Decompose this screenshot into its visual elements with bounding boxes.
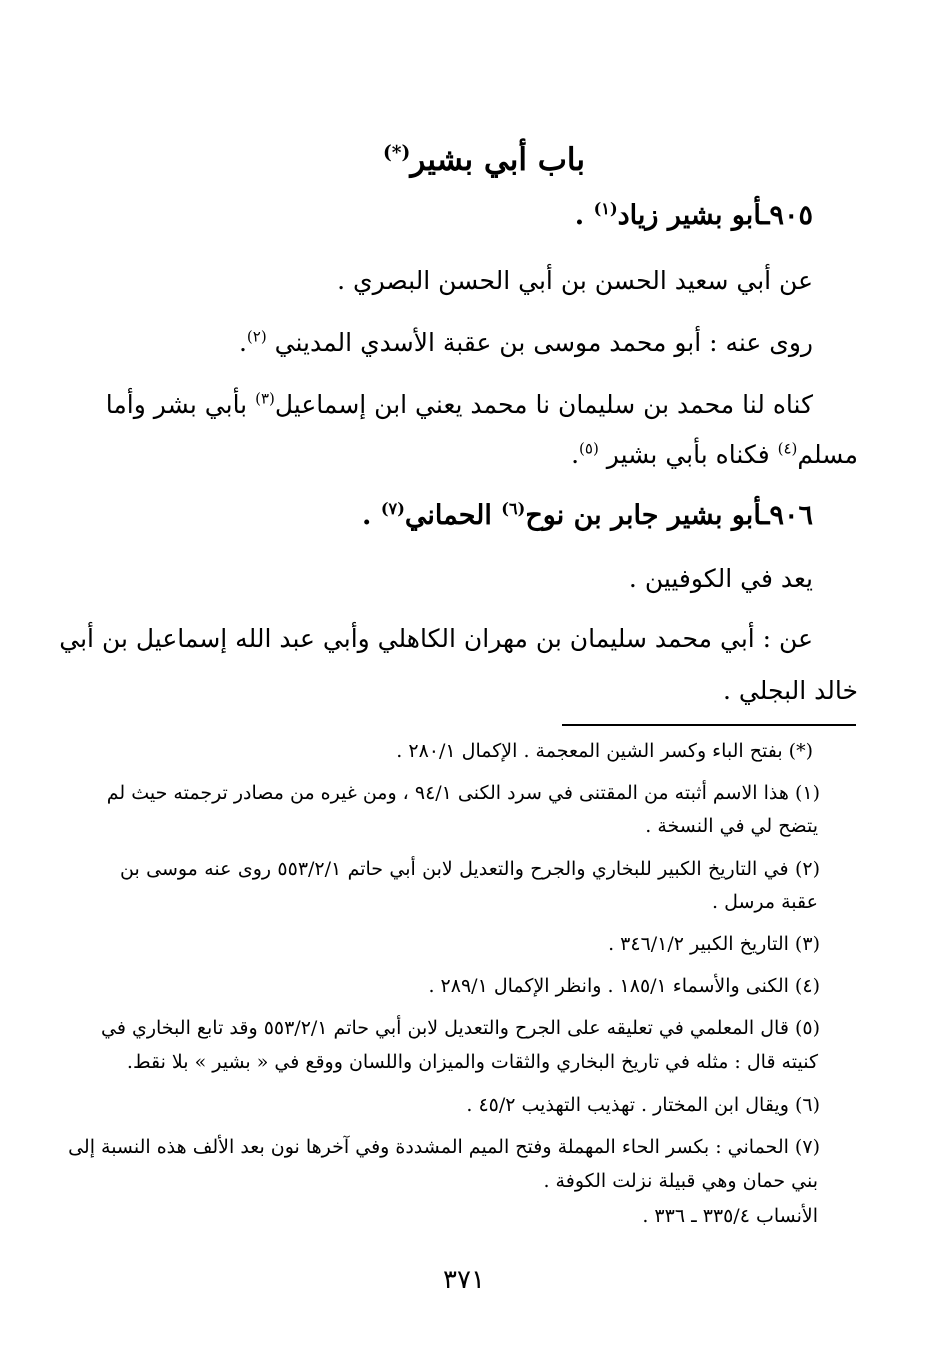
entry-905-heading — [575, 200, 813, 231]
footnote-5-line-1: (٥) قال المعلمي في تعليقه على الجرح والتعديل لابن أبي حاتم ٥٥٣/٢/١ وقد تابع البخاري في — [101, 1017, 820, 1039]
chapter-heading-text: باب أبي بشير — [410, 142, 585, 178]
entry-905-kunya-line-2 — [571, 440, 858, 469]
entry-905-narrated — [239, 328, 813, 357]
entry-905-kunya-line-1 — [105, 389, 813, 419]
footnote-1-line-1: (١) هذا الاسم أثبته من المقتنى في سرد الكنى ٩٤/١ ، ومن غيره من مصادر ترجمته حيث لم — [106, 782, 820, 804]
entry-905-kunya2-part2: فكناه بأبي بشير — [598, 440, 778, 469]
chapter-heading — [383, 142, 585, 178]
entry-906-number: ٩٠٦ـ — [761, 500, 813, 531]
entry-905-narrated-text: روى عنه : أبو محمد موسى بن عقبة الأسدي المديني — [274, 328, 813, 357]
footnote-2-line-2: عقبة مرسل . — [712, 891, 818, 913]
entry-906-tail: . — [362, 500, 381, 531]
footnote-3: (٣) التاريخ الكبير ٣٤٦/١/٢ . — [608, 933, 820, 955]
footnote-divider — [562, 724, 856, 726]
footnote-star: (*) بفتح الباء وكسر الشين المعجمة . الإكمال ٢٨٠/١ . — [396, 740, 813, 762]
entry-905-kunya2-tail: . — [571, 440, 580, 469]
entry-905-narrated-tail: . — [238, 328, 247, 357]
entry-905-note: (١) — [593, 199, 618, 218]
footnote-5-line-2: كنيته قال : مثله في تاريخ البخاري والثقات والميزان واللسان ووقع في « بشير » بلا نقط. — [126, 1051, 818, 1073]
entry-906-note-7: (٧) — [380, 499, 405, 518]
entry-905-kunya-note-3: (٣) — [255, 389, 275, 408]
footnote-7-line-3: الأنساب ٣٣٥/٤ ـ ٣٣٦ . — [642, 1205, 818, 1227]
entry-906-note-6: (٦) — [501, 499, 526, 518]
footnote-7-line-2: بني حمان وهي قبيلة نزلت الكوفة . — [543, 1170, 818, 1192]
entry-905-kunya-part2: بأبي بشر وأما — [105, 390, 256, 419]
entry-905-kunya-note-4: (٤) — [777, 439, 798, 458]
footnote-7-line-1: (٧) الحماني : بكسر الحاء المهملة وفتح الميم المشددة وفي آخرها نون بعد الألف هذه النسبة إلى — [68, 1136, 820, 1158]
footnote-4: (٤) الكنى والأسماء ١٨٥/١ . وانظر الإكمال ٢٨٩/١ . — [428, 975, 820, 997]
entry-906-name2: الحماني — [404, 500, 502, 531]
entry-905-number: ٩٠٥ـ — [761, 200, 813, 231]
footnote-6: (٦) ويقال ابن المختار . تهذيب التهذيب ٤٥/٢ . — [466, 1094, 820, 1116]
entry-906-heading — [362, 500, 813, 531]
entry-905-kunya-part1: كناه لنا محمد بن سليمان نا محمد يعني ابن إسماعيل — [274, 390, 813, 419]
entry-905-kunya2-part1: مسلم — [797, 440, 858, 469]
entry-905-kunya-note-5: (٥) — [579, 439, 599, 458]
entry-905-name: أبو بشير زياد — [617, 200, 762, 231]
chapter-heading-note: (*) — [383, 142, 411, 164]
entry-906-from-line-2: خالد البجلي . — [722, 676, 858, 705]
page-number: ٣٧١ — [443, 1265, 485, 1295]
entry-905-from: عن أبي سعيد الحسن بن أبي الحسن البصري . — [337, 266, 813, 295]
entry-906-name: أبو بشير جابر بن نوح — [525, 500, 762, 531]
entry-906-from-line-1: عن : أبي محمد سليمان بن مهران الكاهلي وأبي عبد الله إسماعيل بن أبي — [59, 624, 813, 653]
entry-905-narrated-note: (٢) — [246, 327, 267, 346]
entry-905-tail: . — [574, 200, 594, 231]
footnote-1-line-2: يتضح لي في النسخة . — [645, 815, 818, 837]
footnote-2-line-1: (٢) في التاريخ الكبير للبخاري والجرح والتعديل لابن أبي حاتم ٥٥٣/٢/١ روى عنه موسى بن — [120, 858, 820, 880]
entry-906-counted: يعد في الكوفيين . — [628, 564, 813, 593]
